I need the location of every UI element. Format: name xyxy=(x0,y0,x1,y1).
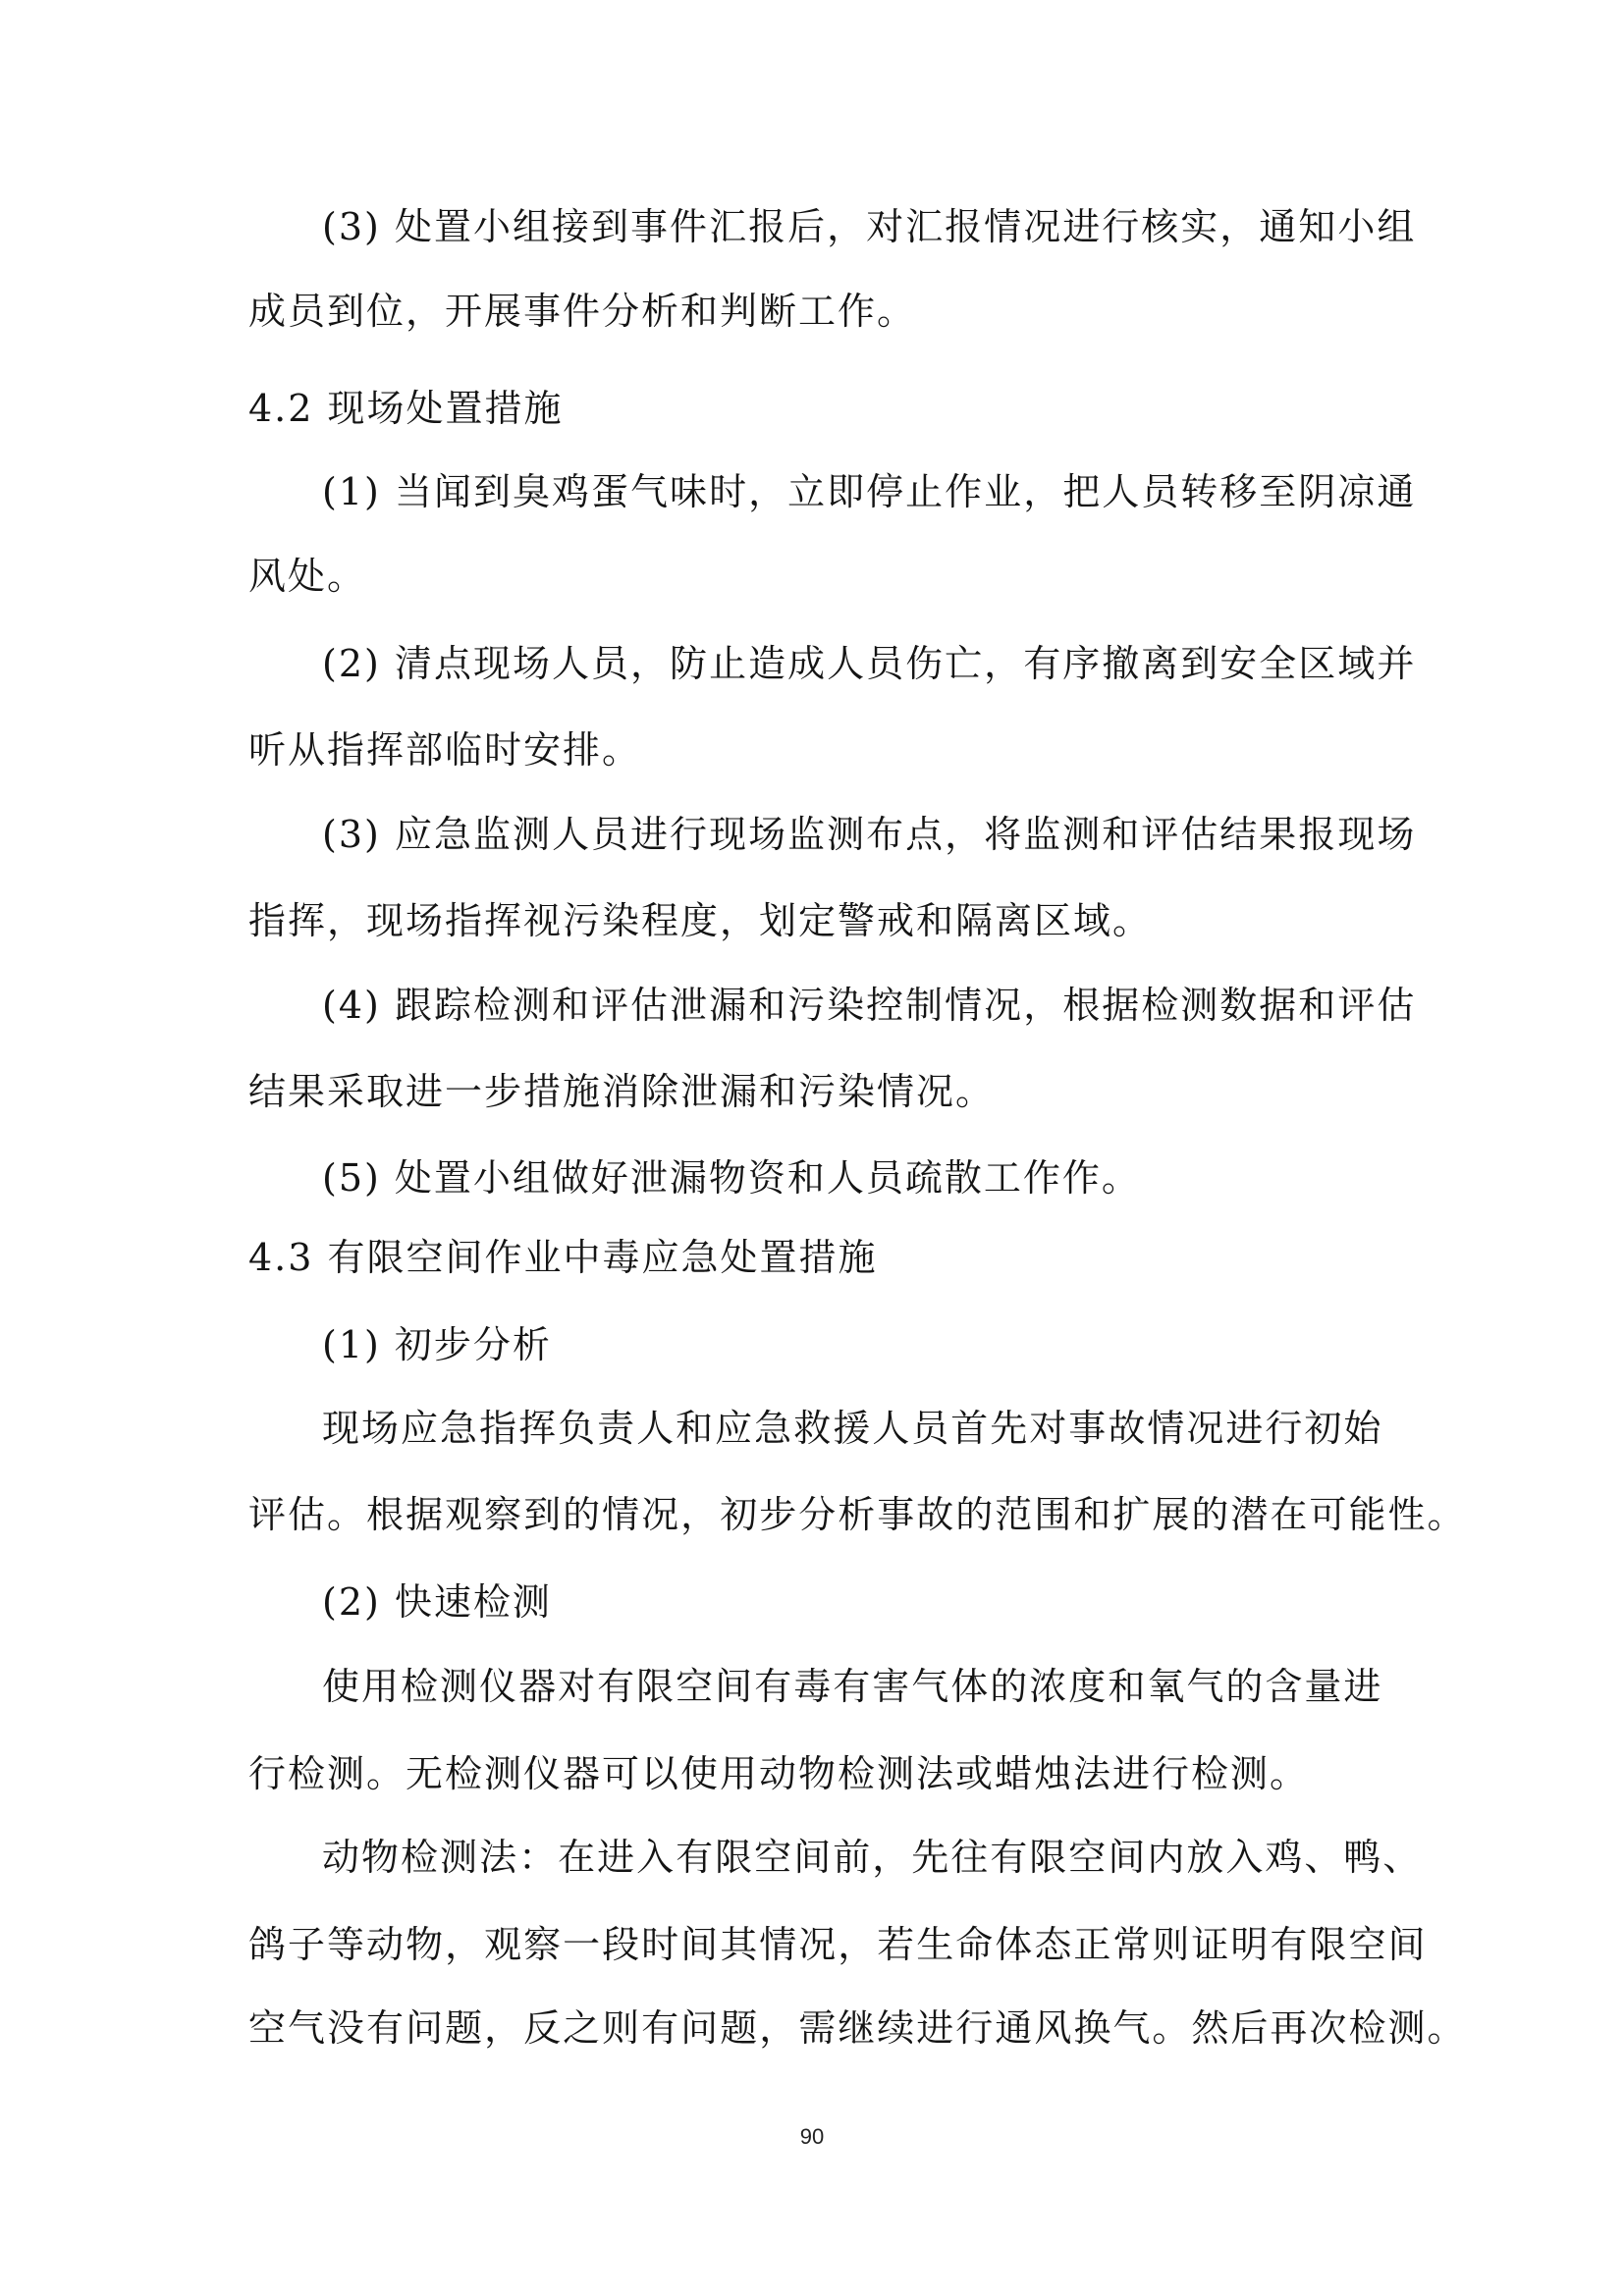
paragraph-line: 指挥，现场指挥视污染程度，划定警戒和隔离区域。 xyxy=(248,899,1153,942)
paragraph-line: 现 场 应 急 指 挥 负 责 人 和 应 急 救 援 人 员 首 先 对 事 故 情 况 进 行 初 始 xyxy=(322,1407,1383,1450)
section-heading: 4.3 有限空间作业中毒应急处置措施 xyxy=(248,1236,878,1279)
paragraph-line: 鸽 子 等 动 物 ， 观 察 一 段 时 间 其 情 况 ， 若 生 命 体 态 正 常 则 证 明 有 限 空 间 xyxy=(248,1923,1428,1966)
paragraph-line: 空 气 没 有 问 题 ， 反 之 则 有 问 题 ， 需 继 续 进 行 通 风 换 气 。 然 后 再 次 检 测 。 xyxy=(248,2006,1467,2050)
paragraph-line: 行检测。无检测仪器可以使用动物检测法或蜡烛法进行检测。 xyxy=(248,1752,1310,1795)
paragraph-line: ( 4 ) 跟 踪 检 测 和 评 估 泄 漏 和 污 染 控 制 情 况 ， 根 据 检 测 数 据 和 评 估 xyxy=(322,984,1417,1027)
paragraph-line: 成员到位，开展事件分析和判断工作。 xyxy=(248,290,917,333)
paragraph-line: ( 2 ) 清 点 现 场 人 员 ， 防 止 造 成 人 员 伤 亡 ， 有 序 撤 离 到 安 全 区 域 并 xyxy=(322,642,1417,685)
paragraph-line: ( 3 ) 应 急 监 测 人 员 进 行 现 场 监 测 布 点 ， 将 监 测 和 评 估 结 果 报 现 场 xyxy=(322,813,1417,856)
paragraph-line: 听从指挥部临时安排。 xyxy=(248,728,642,772)
subsection-heading: (1) 初步分析 xyxy=(322,1323,552,1366)
subsection-heading: (2) 快速检测 xyxy=(322,1580,552,1624)
section-heading: 4.2 现场处置措施 xyxy=(248,387,564,430)
paragraph-line: 使 用 检 测 仪 器 对 有 限 空 间 有 毒 有 害 气 体 的 浓 度 和 氧 气 的 含 量 进 xyxy=(322,1665,1383,1708)
paragraph-line: ( 3 ) 处 置 小 组 接 到 事 件 汇 报 后 ， 对 汇 报 情 况 进 行 核 实 ， 通 知 小 组 xyxy=(322,205,1417,248)
paragraph-line: ( 1 ) 当 闻 到 臭 鸡 蛋 气 味 时 ， 立 即 停 止 作 业 ， 把 人 员 转 移 至 阴 凉 通 xyxy=(322,470,1417,513)
paragraph-line: 结果采取进一步措施消除泄漏和污染情况。 xyxy=(248,1070,996,1113)
paragraph-line: 风处。 xyxy=(248,555,367,598)
paragraph-line: (5) 处置小组做好泄漏物资和人员疏散工作作。 xyxy=(322,1156,1141,1200)
page-number: 90 xyxy=(799,2124,825,2149)
paragraph-line: 动 物 检 测 法 ： 在 进 入 有 限 空 间 前 ， 先 往 有 限 空 间 内 放 入 鸡 、 鸭 、 xyxy=(322,1836,1423,1879)
paragraph-line: 评 估 。 根 据 观 察 到 的 情 况 ， 初 步 分 析 事 故 的 范 围 和 扩 展 的 潜 在 可 能 性 。 xyxy=(248,1493,1467,1536)
